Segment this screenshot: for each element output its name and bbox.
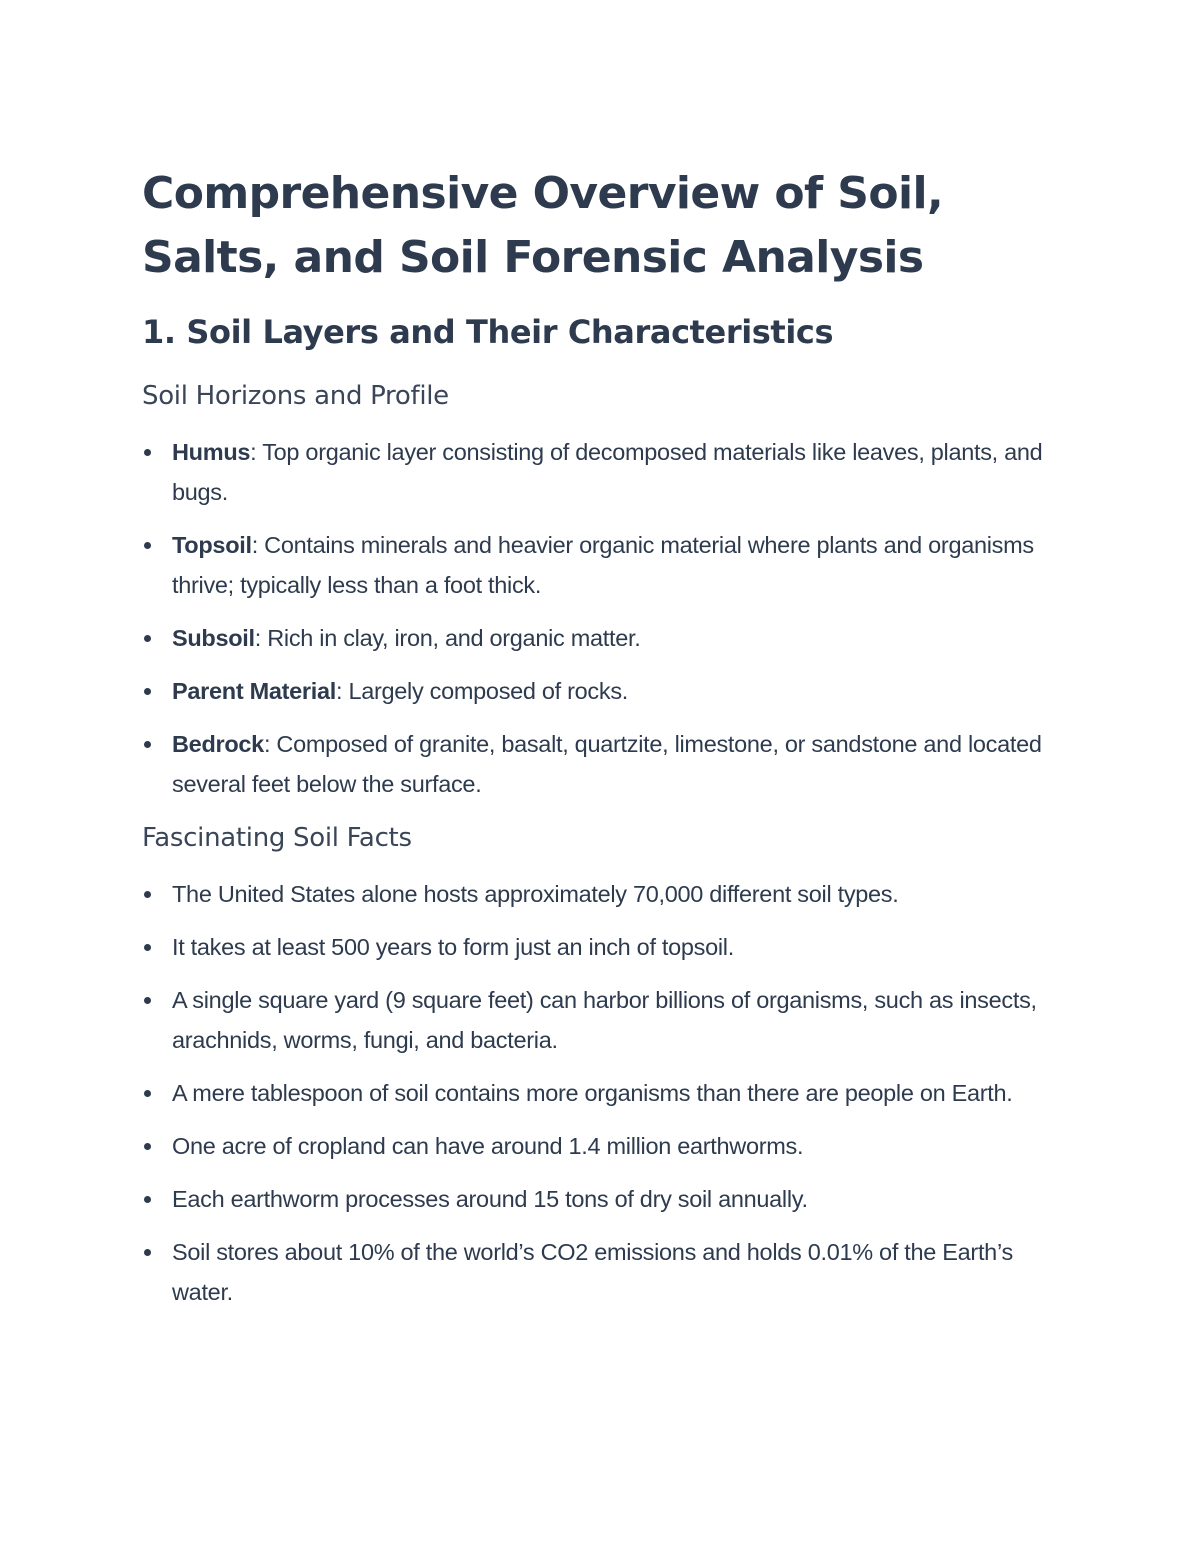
bullet-icon xyxy=(144,1143,151,1150)
bullet-icon xyxy=(144,635,151,642)
subheading-soil-facts: Fascinating Soil Facts xyxy=(142,823,412,853)
list-item xyxy=(142,874,1072,914)
list-item xyxy=(142,1073,1072,1113)
list-item-text: The United States alone hosts approximately 70,000 different soil types. xyxy=(172,881,899,907)
list-item xyxy=(142,1126,1072,1166)
document-page xyxy=(142,162,1072,1328)
list-item-separator: : xyxy=(251,532,265,558)
bullet-icon xyxy=(144,1196,151,1203)
bullet-icon xyxy=(144,944,151,951)
list-item-separator: : xyxy=(263,731,277,757)
bullet-icon xyxy=(144,1249,151,1256)
list-item-separator: : xyxy=(335,678,349,704)
list-item-text: Each earthworm processes around 15 tons of dry soil annually. xyxy=(172,1186,808,1212)
list-item xyxy=(142,980,1072,1060)
list-item-text: Rich in clay, iron, and organic matter. xyxy=(267,625,641,651)
list-item-separator: : xyxy=(254,625,268,651)
list-item-text: It takes at least 500 years to form just an inch of topsoil. xyxy=(172,934,734,960)
bullet-icon xyxy=(144,997,151,1004)
list-item xyxy=(142,671,1072,711)
bullet-icon xyxy=(144,891,151,898)
list-item-term: Bedrock xyxy=(172,731,264,757)
list-item-text: Contains minerals and heavier organic material where plants and organisms thrive; typically less than a foot thick. xyxy=(172,532,1034,598)
bullet-icon xyxy=(144,688,151,695)
bullet-icon xyxy=(144,741,151,748)
soil-horizons-list xyxy=(142,432,1072,804)
list-item xyxy=(142,724,1072,804)
subheading-soil-horizons: Soil Horizons and Profile xyxy=(142,381,449,411)
list-item-text: One acre of cropland can have around 1.4 million earthworms. xyxy=(172,1133,804,1159)
soil-facts-list xyxy=(142,874,1072,1312)
bullet-icon xyxy=(144,542,151,549)
list-item xyxy=(142,1232,1072,1312)
list-item xyxy=(142,432,1072,512)
list-item-separator: : xyxy=(250,439,263,465)
section-heading-soil-layers: 1. Soil Layers and Their Characteristics xyxy=(142,313,834,351)
list-item xyxy=(142,618,1072,658)
list-item-text: Soil stores about 10% of the world’s CO2 emissions and holds 0.01% of the Earth’s water. xyxy=(172,1239,1013,1305)
bullet-icon xyxy=(144,449,151,456)
list-item xyxy=(142,1179,1072,1219)
document-title: Comprehensive Overview of Soil, Salts, and Soil Forensic Analysis xyxy=(142,168,944,283)
list-item-term: Parent Material xyxy=(172,678,336,704)
list-item xyxy=(142,525,1072,605)
list-item-term: Subsoil xyxy=(172,625,255,651)
list-item xyxy=(142,927,1072,967)
list-item-text: A single square yard (9 square feet) can harbor billions of organisms, such as insects, arachnids, worms, fungi, and bacteria. xyxy=(172,987,1037,1053)
list-item-term: Humus xyxy=(172,439,251,465)
list-item-text: A mere tablespoon of soil contains more organisms than there are people on Earth. xyxy=(172,1080,1013,1106)
list-item-text: Composed of granite, basalt, quartzite, limestone, or sandstone and located several feet below the surface. xyxy=(172,731,1042,797)
list-item-text: Largely composed of rocks. xyxy=(348,678,629,704)
list-item-text: Top organic layer consisting of decomposed materials like leaves, plants, and bugs. xyxy=(172,439,1043,505)
list-item-term: Topsoil xyxy=(172,532,252,558)
bullet-icon xyxy=(144,1090,151,1097)
